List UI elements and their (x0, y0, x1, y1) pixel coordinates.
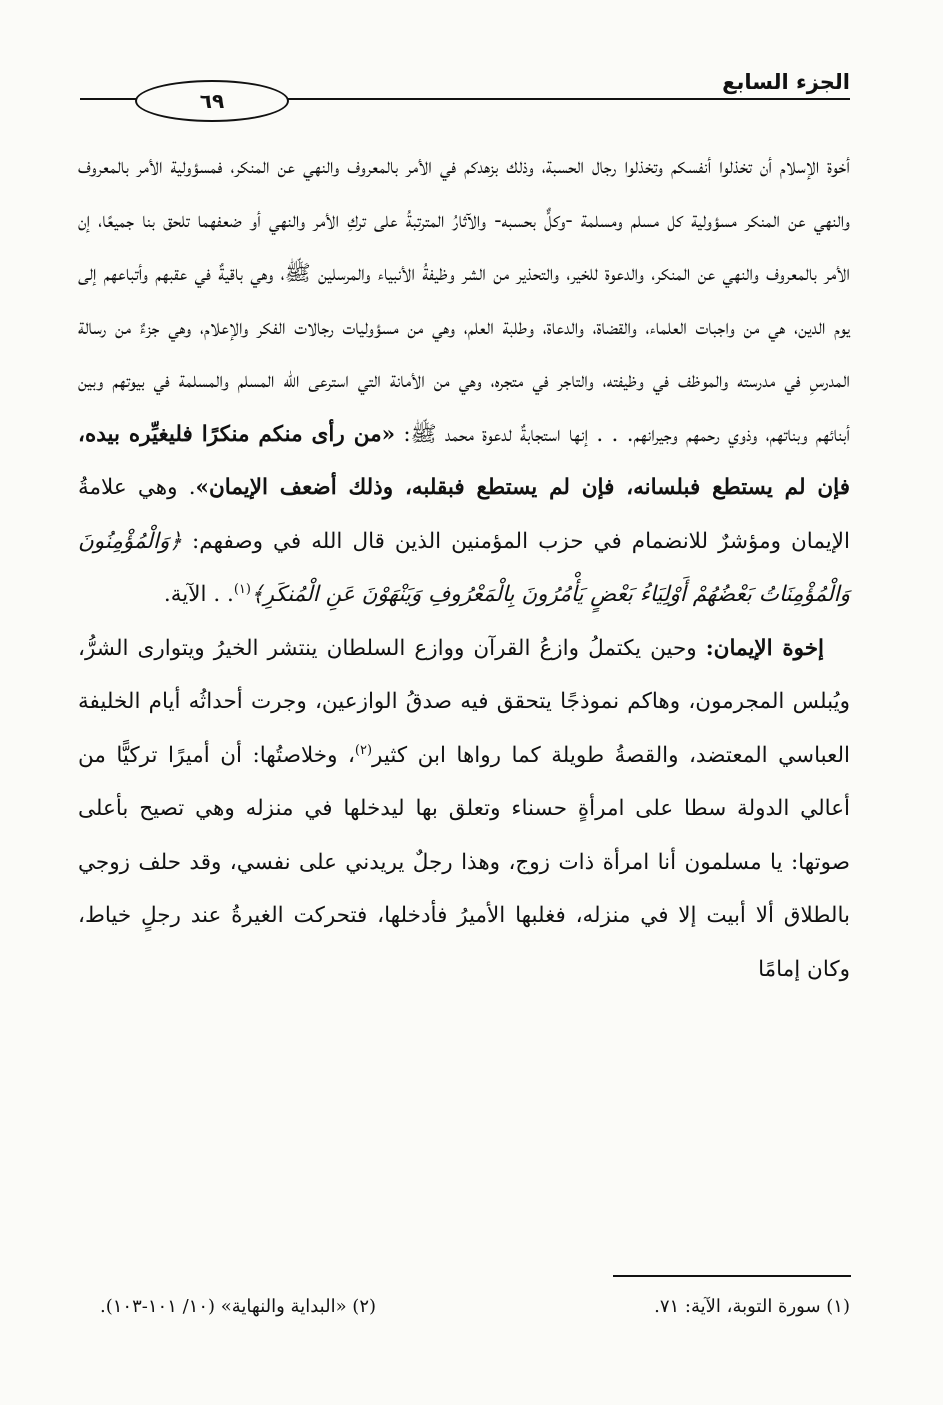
running-title: الجزء السابع (722, 70, 850, 94)
p2-text-2: ، وخلاصتُها: أن أميرًا تركيًّا من أعالي الدولة سطا على امرأةٍ حسناء وتعلق بها ليدخلها في منزله وهي تصيح بأعلى صوتها: يا مسلمون أنا امرأة ذات زوج، وهذا رجلٌ يريدني على نفسي، وقد حلف زوجي بالطلاق ألا أبيت إلا في منزله، فغلبها الأميرُ فأدخلها، فتحركت الغيرةُ عند رجلٍ خياط، وكان إمامًا (78, 742, 850, 982)
paragraph-2 (78, 622, 850, 997)
page-number: ٦٩ (135, 80, 289, 122)
footnotes (100, 1296, 850, 1326)
p1-text-2: . وهي علامةُ الإيمان ومؤشرٌ للانضمام في حزب المؤمنين الذين قال الله في وصفهم: (78, 475, 850, 554)
footnote-ref-2: (٢) (354, 742, 373, 758)
footnote-1: (١) سورة التوبة، الآية: ٧١. (654, 1296, 850, 1317)
footnote-rule (613, 1275, 851, 1277)
footnote-2: (٢) «البداية والنهاية» (١٠/ ١٠١-١٠٣). (100, 1296, 377, 1317)
paragraph-lead: إخوة الإيمان: (705, 635, 824, 661)
footnote-ref-1: (١) (233, 581, 251, 597)
hadith-quote: «من رأى منكم منكرًا فليغيِّره بيده، فإن لم يستطع فبلسانه، فإن لم يستطع فبقلبه، وذلك أضعف الإيمان» (78, 421, 850, 500)
p1-text-1: أخوة الإسلام أن تخذلوا أنفسكم وتخذلوا رجال الحسبة، وذلك بزهدكم في الأمر بالمعروف والنهي عن المنكر، فمسؤولية الأمر بالمعروف والنهي عن المنكر مسؤولية كل مسلم ومسلمة -وكلٌّ بحسبه- والآثارُ المترتبةُ على تركِ الأمر والنهي أو ضعفهما تلحق بنا جميعًا، إن الأمر بالمعروف والنهي عن المنكر، والدعوة للخير، والتحذير من الشر وظيفةُ الأنبياء والمرسلين ﷺ، وهي باقيةٌ في عقبهم وأتباعهم إلى يوم الدين، هي من واجبات العلماء، والقضاة، والدعاة، وطلبة العلم، وهي من مسؤوليات رجالات الفكر والإعلام، وهي جزءٌ من رسالة المدرسِ في مدرسته والموظف في وظيفته، والتاجر في متجره، وهي من الأمانة التي استرعى الله المسلم والمسلمة في بيوتهم وبين أبنائهم وبناتهم، وذوي رحمهم وجيرانهم. . . إنها استجابةٌ لدعوة محمد ﷺ: (78, 154, 850, 447)
body-text (78, 140, 850, 996)
p2-text-1: وحين يكتملُ وازعُ القرآن ووازع السلطان ينتشر الخيرُ ويتوارى الشرُّ، ويُبلس المجرمون، وهاكم نموذجًا يتحقق فيه صدقُ الوازعين، وجرت أحداثُه أيام الخليفة العباسي المعتضد، والقصةُ طويلة كما رواها ابن كثير (78, 635, 851, 768)
paragraph-1 (78, 140, 850, 622)
p1-text-3: . . الآية. (163, 582, 234, 607)
page-header (80, 62, 850, 122)
quran-verse: ﴿وَالْمُؤْمِنُونَ وَالْمُؤْمِنَاتُ بَعْضُهُمْ أَوْلِيَاءُ بَعْضٍ يَأْمُرُونَ بِالْمَعْرُوفِ وَيَنْهَوْنَ عَنِ الْمُنكَرِ﴾ (78, 528, 850, 607)
